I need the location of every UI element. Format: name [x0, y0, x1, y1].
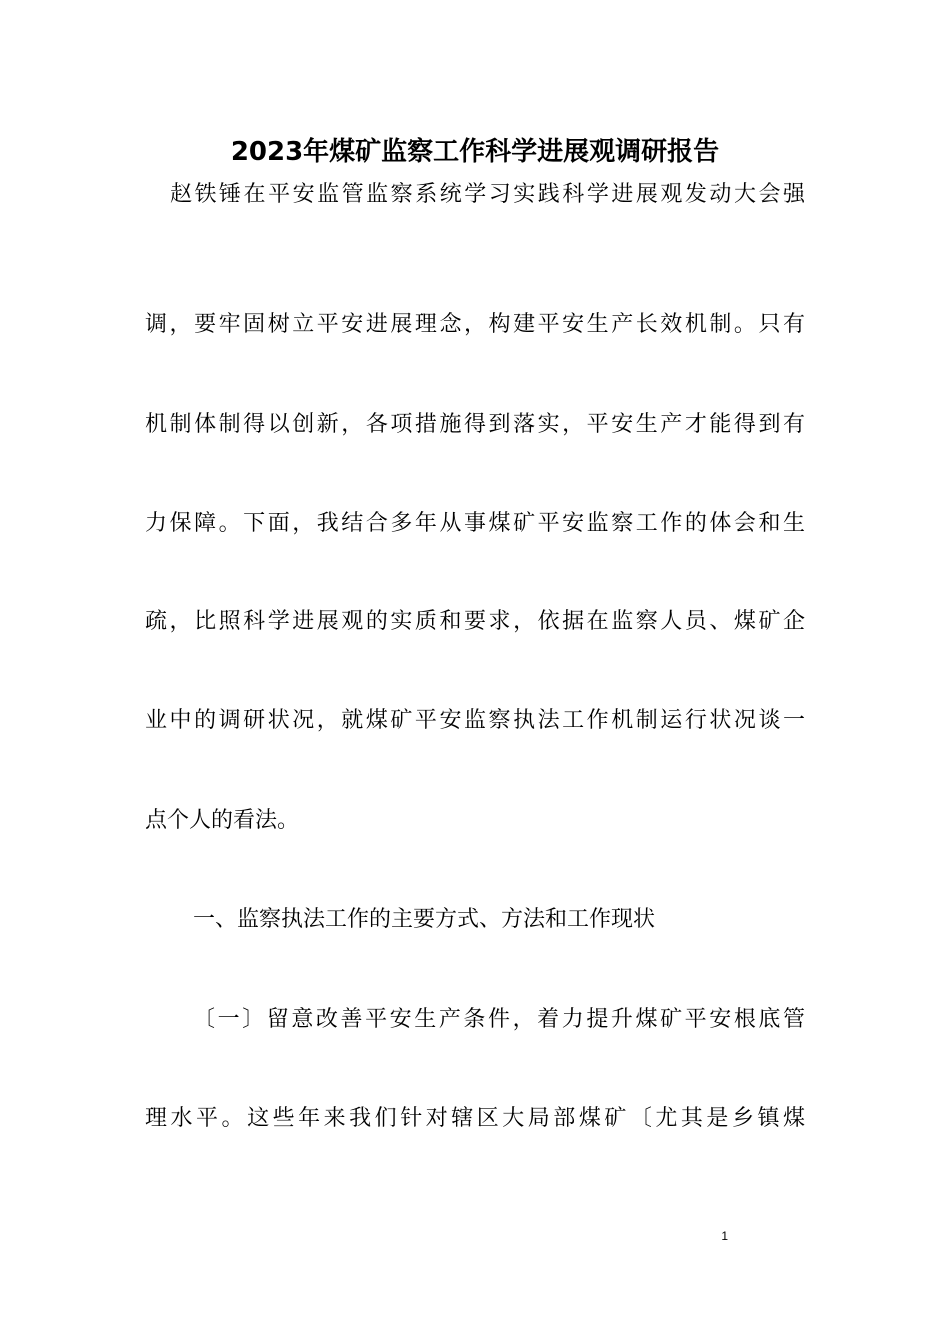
page-number: 1 [721, 1229, 728, 1243]
paragraph-line: 理水平。这些年来我们针对辖区大局部煤矿〔尤其是乡镇煤 [145, 1106, 805, 1131]
paragraph-line: 点个人的看法。 [145, 808, 300, 833]
paragraph-line: 业中的调研状况，就煤矿平安监察执法工作机制运行状况谈一 [145, 708, 805, 733]
paragraph-line: 疏，比照科学进展观的实质和要求，依据在监察人员、煤矿企 [145, 609, 805, 634]
paragraph-line: 赵铁锤在平安监管监察系统学习实践科学进展观发动大会强 [170, 182, 805, 207]
section-heading: 一、监察执法工作的主要方式、方法和工作现状 [193, 907, 656, 932]
paragraph-line: 机制体制得以创新，各项措施得到落实，平安生产才能得到有 [145, 412, 805, 437]
document-title: 2023年煤矿监察工作科学进展观调研报告 [230, 137, 720, 167]
paragraph-line: 调，要牢固树立平安进展理念，构建平安生产长效机制。只有 [145, 312, 805, 337]
paragraph-line: 力保障。下面，我结合多年从事煤矿平安监察工作的体会和生 [145, 511, 805, 536]
paragraph-line: 〔一〕留意改善平安生产条件，着力提升煤矿平安根底管 [193, 1007, 805, 1032]
